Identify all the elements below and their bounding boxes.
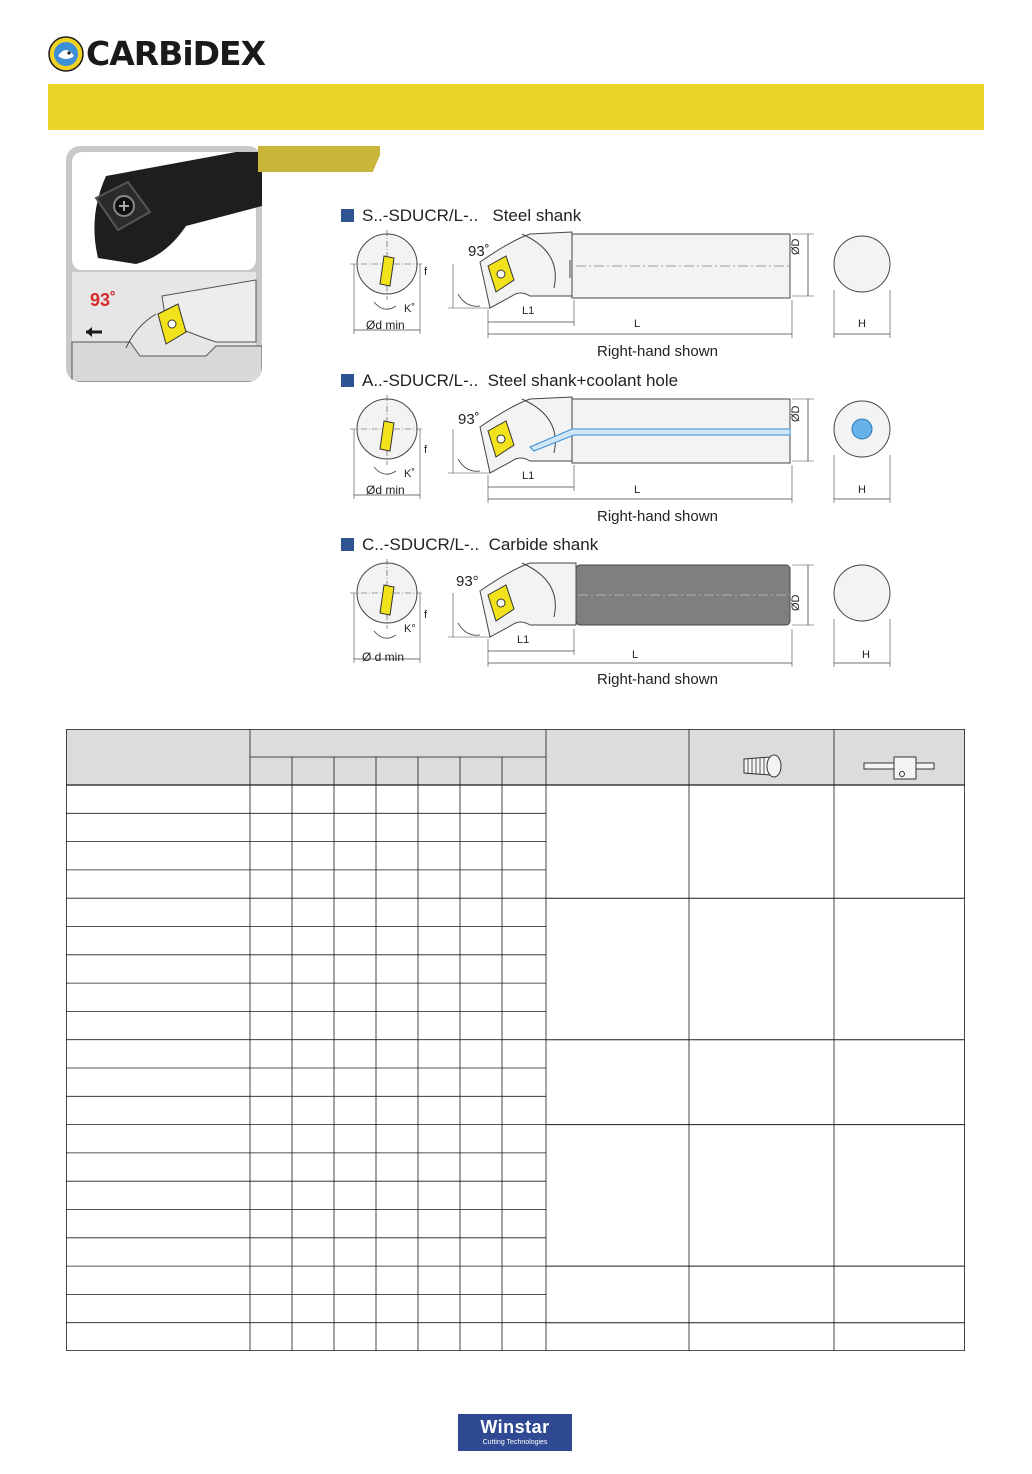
angle-label: 93° xyxy=(456,573,479,590)
right-hand-note: Right-hand shown xyxy=(597,671,718,688)
right-hand-note: Right-hand shown xyxy=(597,508,718,525)
dmin-label: Ø d min xyxy=(362,650,405,664)
h-label: H xyxy=(862,649,870,661)
screw-icon xyxy=(744,755,781,777)
photo-angle-label: 93˚ xyxy=(90,290,117,310)
section-title-steel xyxy=(341,206,581,226)
section-desc: Steel shank+coolant hole xyxy=(487,371,679,390)
angle-label: 93˚ xyxy=(458,411,480,428)
l-label: L xyxy=(632,649,639,661)
section-marker-icon xyxy=(341,538,354,551)
logo-emblem-icon xyxy=(48,34,88,74)
l1-label: L1 xyxy=(522,470,535,482)
footer-subtitle: Cutting Technologies xyxy=(482,1439,548,1446)
l-label: L xyxy=(634,484,641,496)
angle-label: 93˚ xyxy=(468,243,490,260)
d-label: ØD xyxy=(790,594,802,611)
k-label: K° xyxy=(404,623,416,635)
section-code: C..-SDUCR/L-.. xyxy=(362,535,480,554)
tool-photo-card xyxy=(66,146,262,382)
h-label: H xyxy=(858,318,866,330)
right-hand-note: Right-hand shown xyxy=(597,343,718,360)
d-label: ØD xyxy=(790,238,802,255)
boring-bar-photo-icon xyxy=(66,146,262,382)
section-marker-icon xyxy=(341,209,354,222)
f-label: f xyxy=(424,609,428,621)
photo-ribbon xyxy=(258,146,380,172)
h-label: H xyxy=(858,484,866,496)
section-desc: Carbide shank xyxy=(488,535,599,554)
d-label: ØD xyxy=(790,405,802,422)
title-bar xyxy=(48,84,984,130)
winstar-logo xyxy=(458,1414,572,1451)
f-label: f xyxy=(424,266,428,278)
section-code: S..-SDUCR/L-.. xyxy=(362,206,479,225)
table-grid xyxy=(66,729,965,1351)
k-label: K˚ xyxy=(404,468,415,480)
f-label: f xyxy=(424,444,428,456)
dmin-label: Ød min xyxy=(366,483,405,497)
section-code: A..-SDUCR/L-.. xyxy=(362,371,479,390)
k-label: K˚ xyxy=(404,303,415,315)
brand-name: CARBiDEX xyxy=(86,34,266,73)
section-title-carbide xyxy=(341,535,598,555)
steel-shank-drawing xyxy=(340,230,900,342)
l-label: L xyxy=(634,318,641,330)
section-desc: Steel shank xyxy=(492,206,582,225)
section-marker-icon xyxy=(341,374,354,387)
footer-brand: Winstar xyxy=(480,1417,550,1437)
section-title-coolant xyxy=(341,371,678,391)
spec-table xyxy=(66,729,965,1351)
dmin-label: Ød min xyxy=(366,318,405,332)
l1-label: L1 xyxy=(517,634,530,646)
l1-label: L1 xyxy=(522,305,535,317)
